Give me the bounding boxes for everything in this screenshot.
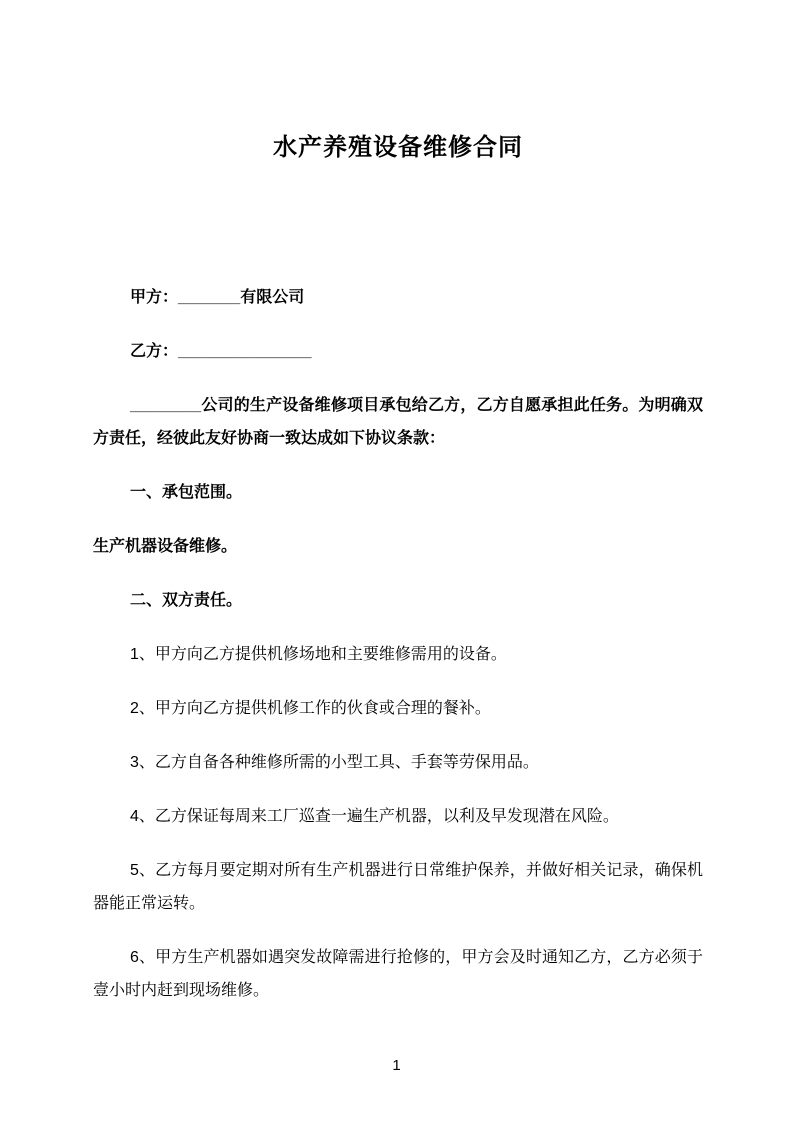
page-number: 1	[392, 1057, 401, 1074]
clause-5: 5、乙方每月要定期对所有生产机器进行日常维护保养，并做好相关记录，确保机器能正常运转。	[93, 862, 703, 912]
section-1-heading: 一、承包范围。	[130, 484, 243, 501]
clause-6: 6、甲方生产机器如遇突发故障需进行抢修的，甲方会及时通知乙方，乙方必须于壹小时内赶到现场维修。	[93, 949, 703, 999]
clause-1: 1、甲方向乙方提供机修场地和主要维修需用的设备。	[130, 646, 507, 663]
document-title: 水产养殖设备维修合同	[273, 134, 523, 161]
clause-2: 2、甲方向乙方提供机修工作的伙食或合理的餐补。	[130, 700, 491, 717]
section-1-content: 生产机器设备维修。	[93, 538, 238, 555]
preamble-paragraph: ________公司的生产设备维修项目承包给乙方，乙方自愿承担此任务。为明确双方责任，经彼此友好协商一致达成如下协议条款：	[93, 397, 703, 447]
clause-3: 3、乙方自备各种维修所需的小型工具、手套等劳保用品。	[130, 754, 539, 771]
party-a-line: 甲方：_______有限公司	[130, 289, 305, 306]
clause-4: 4、乙方保证每周来工厂巡查一遍生产机器，以利及早发现潜在风险。	[130, 808, 619, 825]
section-2-heading: 二、双方责任。	[130, 592, 243, 609]
party-b-line: 乙方：_______________	[130, 343, 312, 360]
